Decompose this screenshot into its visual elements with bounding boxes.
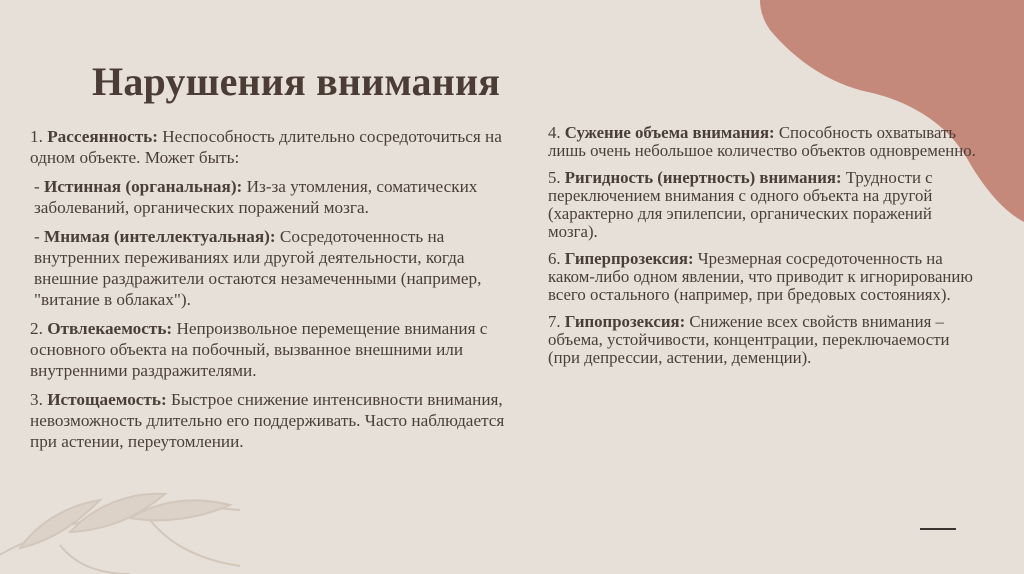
item-number: 6. xyxy=(548,249,565,268)
item-text: Быстрое снижение интенсивности внимания, невозможность длительно его поддерживать. Часто наблюдается при астении, переутомлении. xyxy=(30,390,505,451)
item-number: 5. xyxy=(548,168,565,187)
item-term: Гиперпрозексия: xyxy=(564,249,694,268)
right-column xyxy=(548,124,978,376)
item-number: 2. xyxy=(30,319,48,338)
list-item xyxy=(548,169,978,241)
item-text: Способность охватывать лишь очень небольшое количество объектов одновременно. xyxy=(548,123,976,160)
item-text: Сосредоточенность на внутренних переживаниях или другой деятельности, когда внешние раздражители остаются незамеченными (например, "витание в облаках"). xyxy=(34,227,482,309)
item-text: Из-за утомления, соматических заболеваний, органических поражений мозга. xyxy=(34,177,478,217)
leaf-decoration xyxy=(0,494,240,574)
item-text: Чрезмерная сосредоточенность на каком-либо одном явлении, что приводит к игнорированию всего остального (например, при бредовых состояниях). xyxy=(548,249,973,304)
item-dash: - xyxy=(34,177,45,196)
page-title: Нарушения внимания xyxy=(92,59,501,104)
item-text: Трудности с переключением внимания с одного объекта на другой (характерно для эпилепсии, органических поражений мозга). xyxy=(548,168,933,241)
footer-divider xyxy=(920,528,956,530)
left-column xyxy=(30,126,520,460)
item-term: Сужение объема внимания: xyxy=(564,123,775,142)
list-item xyxy=(30,389,520,452)
item-term: Мнимая (интеллектуальная): xyxy=(44,227,276,246)
list-item xyxy=(548,124,978,160)
item-term: Истинная (органальная): xyxy=(44,177,243,196)
item-term: Отвлекаемость: xyxy=(47,319,173,338)
item-number: 1. xyxy=(30,127,48,146)
item-term: Истощаемость: xyxy=(47,390,167,409)
item-term: Ригидность (инертность) внимания: xyxy=(564,168,842,187)
list-item xyxy=(548,250,978,304)
item-text: Неспособность длительно сосредоточиться на одном объекте. Может быть: xyxy=(30,127,502,167)
item-text: Непроизвольное перемещение внимания с основного объекта на побочный, вызванное внешними или внутренними раздражителями. xyxy=(30,319,488,380)
list-item xyxy=(30,226,520,310)
item-term: Гипопрозексия: xyxy=(564,312,686,331)
item-number: 4. xyxy=(548,123,565,142)
list-item xyxy=(30,126,520,168)
list-item xyxy=(30,176,520,218)
item-dash: - xyxy=(34,227,45,246)
list-item xyxy=(30,318,520,381)
item-number: 7. xyxy=(548,312,565,331)
list-item xyxy=(548,313,978,367)
item-number: 3. xyxy=(30,390,48,409)
item-term: Рассеянность: xyxy=(47,127,158,146)
item-text: Снижение всех свойств внимания – объема, устойчивости, концентрации, переключаемости (при депрессии, астении, деменции). xyxy=(548,312,950,367)
